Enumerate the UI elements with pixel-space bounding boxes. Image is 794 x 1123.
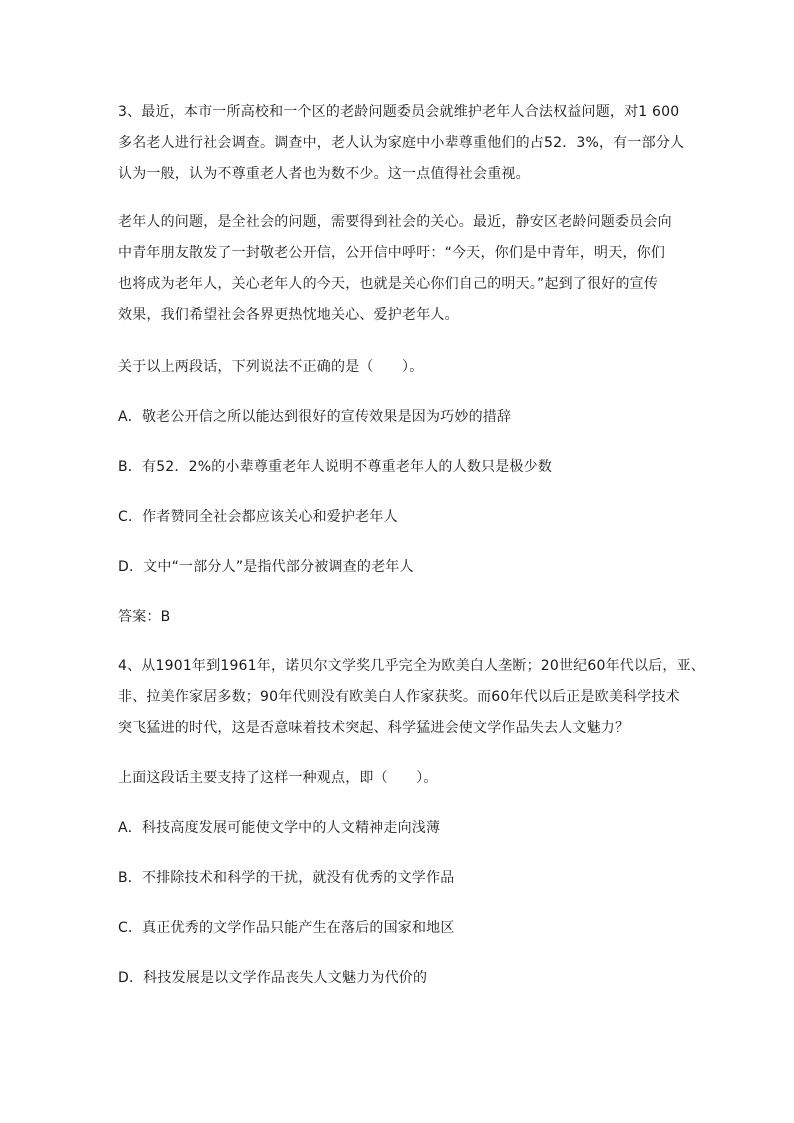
q3-passage2-line-2: 中青年朋友散发了一封敬老公开信，公开信中呼吁：“今天，你们是中青年，明天，你们: [118, 245, 666, 261]
q3-option-b: B．有52．2%的小辈尊重老年人说明不尊重老年人的人数只是极少数: [118, 459, 553, 475]
q3-option-c: C．作者赞同全社会都应该关心和爱护老年人: [118, 509, 398, 525]
q3-line-3: 认为一般，认为不尊重老人者也为数不少。这一点值得社会重视。: [118, 166, 530, 182]
q4-option-d: D．科技发展是以文学作品丧失人文魅力为代价的: [118, 970, 428, 986]
q4-option-c: C．真正优秀的文学作品只能产生在落后的国家和地区: [118, 920, 455, 936]
q3-passage2-line-4: 效果，我们希望社会各界更热忱地关心、爱护老年人。: [118, 307, 459, 323]
q3-option-d: D．文中“一部分人”是指代部分被调查的老年人: [118, 559, 414, 575]
q4-stem: 上面这段话主要支持了这样一种观点，即（ ）。: [118, 770, 438, 786]
q3-line-2: 多名老人进行社会调查。调查中，老人认为家庭中小辈尊重他们的占52．3%，有一部分人: [118, 135, 685, 151]
q3-stem: 关于以上两段话，下列说法不正确的是（ ）。: [118, 359, 424, 375]
q3-passage2-line-3: 也将成为老年人，关心老年人的今天，也就是关心你们自己的明天。”起到了很好的宣传: [118, 276, 659, 292]
q4-line-3: 突飞猛进的时代，这是否意味着技术突起、科学猛进会使文学作品失去人文魅力？: [118, 720, 630, 736]
q3-line-1: 3、最近，本市一所高校和一个区的老龄问题委员会就维护老年人合法权益问题，对1 600: [118, 104, 680, 120]
q4-line-2: 非、拉美作家居多数；90年代则没有欧美白人作家获奖。而60年代以后正是欧美科学技术: [118, 689, 680, 705]
q3-passage2-line-1: 老年人的问题，是全社会的问题，需要得到社会的关心。最近，静安区老龄问题委员会向: [118, 214, 672, 230]
q4-option-a: A．科技高度发展可能使文学中的人文精神走向浅薄: [118, 820, 441, 836]
q3-answer: 答案：B: [118, 609, 171, 625]
q4-line-1: 4、从1901年到1961年，诺贝尔文学奖几乎完全为欧美白人垄断；20世纪60年代以后，亚、: [118, 658, 705, 674]
q3-option-a: A．敬老公开信之所以能达到很好的宣传效果是因为巧妙的措辞: [118, 409, 512, 425]
q4-option-b: B．不排除技术和科学的干扰，就没有优秀的文学作品: [118, 870, 455, 886]
